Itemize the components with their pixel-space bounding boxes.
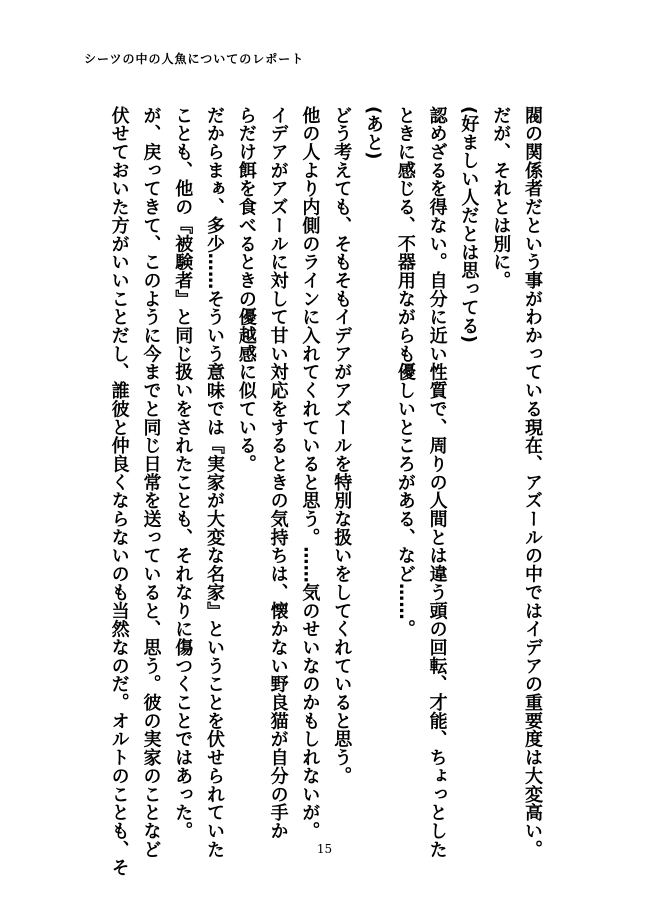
- text-line: 閥の関係者だという事がわかっている現在、アズールの中ではイデアの重要度は大変高い。: [522, 106, 543, 859]
- text-line: 認めざるを得ない。自分に近い性質で、周りの人間とは違う頭の回転、才能、ちょっとした: [426, 106, 448, 859]
- text-line: だからまぁ、多少……そういう意味では『実家が大変な名家』ということを伏せられていた: [204, 106, 226, 859]
- text-line: ときに感じる、不器用ながらも優しいところがある、など……。: [394, 106, 416, 639]
- text-line: 他の人より内側のラインに入れてくれていると思う。……気のせいなのかもしれないが。: [299, 106, 321, 840]
- text-line: 伏せておいた方がいいことだし、誰彼と仲良くならないのも当然なのだ。オルトのことも、そ: [108, 106, 130, 877]
- text-line: ことも、他の『被験者』と同じ扱いをされたことも、それなりに傷つくことではあった。: [172, 106, 194, 840]
- text-line: (好ましい人だとは思ってる): [458, 106, 480, 344]
- text-line: らだけ餌を食べるときの優越感に似ている。: [235, 106, 257, 473]
- text-line: イデアがアズールに対して甘い対応をするときの気持ちは、懐かない野良猫が自分の手か: [267, 106, 289, 840]
- running-header: シーツの中の人魚についてのレポート: [84, 52, 305, 66]
- page-number: 15: [316, 842, 333, 856]
- text-line: だが、それとは別に。: [490, 106, 512, 290]
- text-line: どう考えても、そもそもイデアがアズールを特別な扱いをしてくれていると思う。: [331, 106, 353, 785]
- text-line: が、戻ってきて、このように今までと同じ日常を送っていると、思う。彼の実家のことなど: [140, 106, 162, 859]
- text-line: (あと): [363, 106, 385, 160]
